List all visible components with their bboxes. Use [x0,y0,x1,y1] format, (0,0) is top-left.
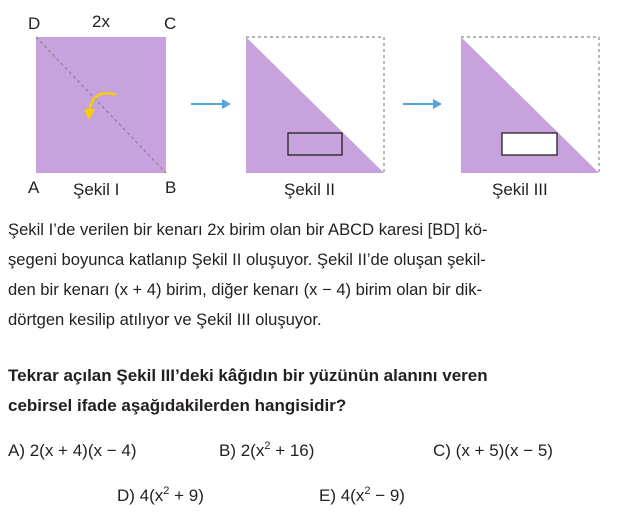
option-a[interactable]: A) 2(x + 4)(x − 4) [8,441,137,460]
folded-triangle [246,37,384,173]
vertex-a-label: A [28,178,40,197]
vertex-d-label: D [28,14,41,33]
paragraph-line: den bir kenarı (x + 4) birim, diğer kenarı (x − 4) birim olan bir dik- [8,280,483,299]
figure1-caption: Şekil I [73,180,120,199]
problem-paragraph [8,215,620,335]
option-b[interactable]: B) $2(x^2 + 16)$ [219,440,315,460]
paragraph-line: dörtgen kesilip atılıyor ve Şekil III oluşuyor. [8,310,322,329]
option-c[interactable]: C) (x + 5)(x − 5) [433,441,553,460]
hole-rectangle [502,133,557,155]
question-line: cebirsel ifade aşağıdakilerden hangisidir? [8,396,347,415]
option-e[interactable]: E) $4(x^2 - 9)$ [319,485,405,505]
figure3-caption: Şekil III [492,180,548,199]
paragraph-line: Şekil I’de verilen bir kenarı 2x birim olan bir ABCD karesi [BD] kö- [8,220,488,239]
vertex-c-label: C [164,14,177,33]
paragraph-line: şegeni boyunca katlanıp Şekil II oluşuyor. Şekil II’de oluşan şekil- [8,250,486,269]
option-d[interactable]: D) $4(x^2 + 9)$ [117,485,204,505]
vertex-b-label: B [165,178,177,197]
question-line: Tekrar açılan Şekil III’deki kâğıdın bir yüzünün alanını veren [8,366,488,385]
figure2-caption: Şekil II [284,180,336,199]
side-length-label: 2x [92,12,110,31]
question-text [8,361,620,421]
